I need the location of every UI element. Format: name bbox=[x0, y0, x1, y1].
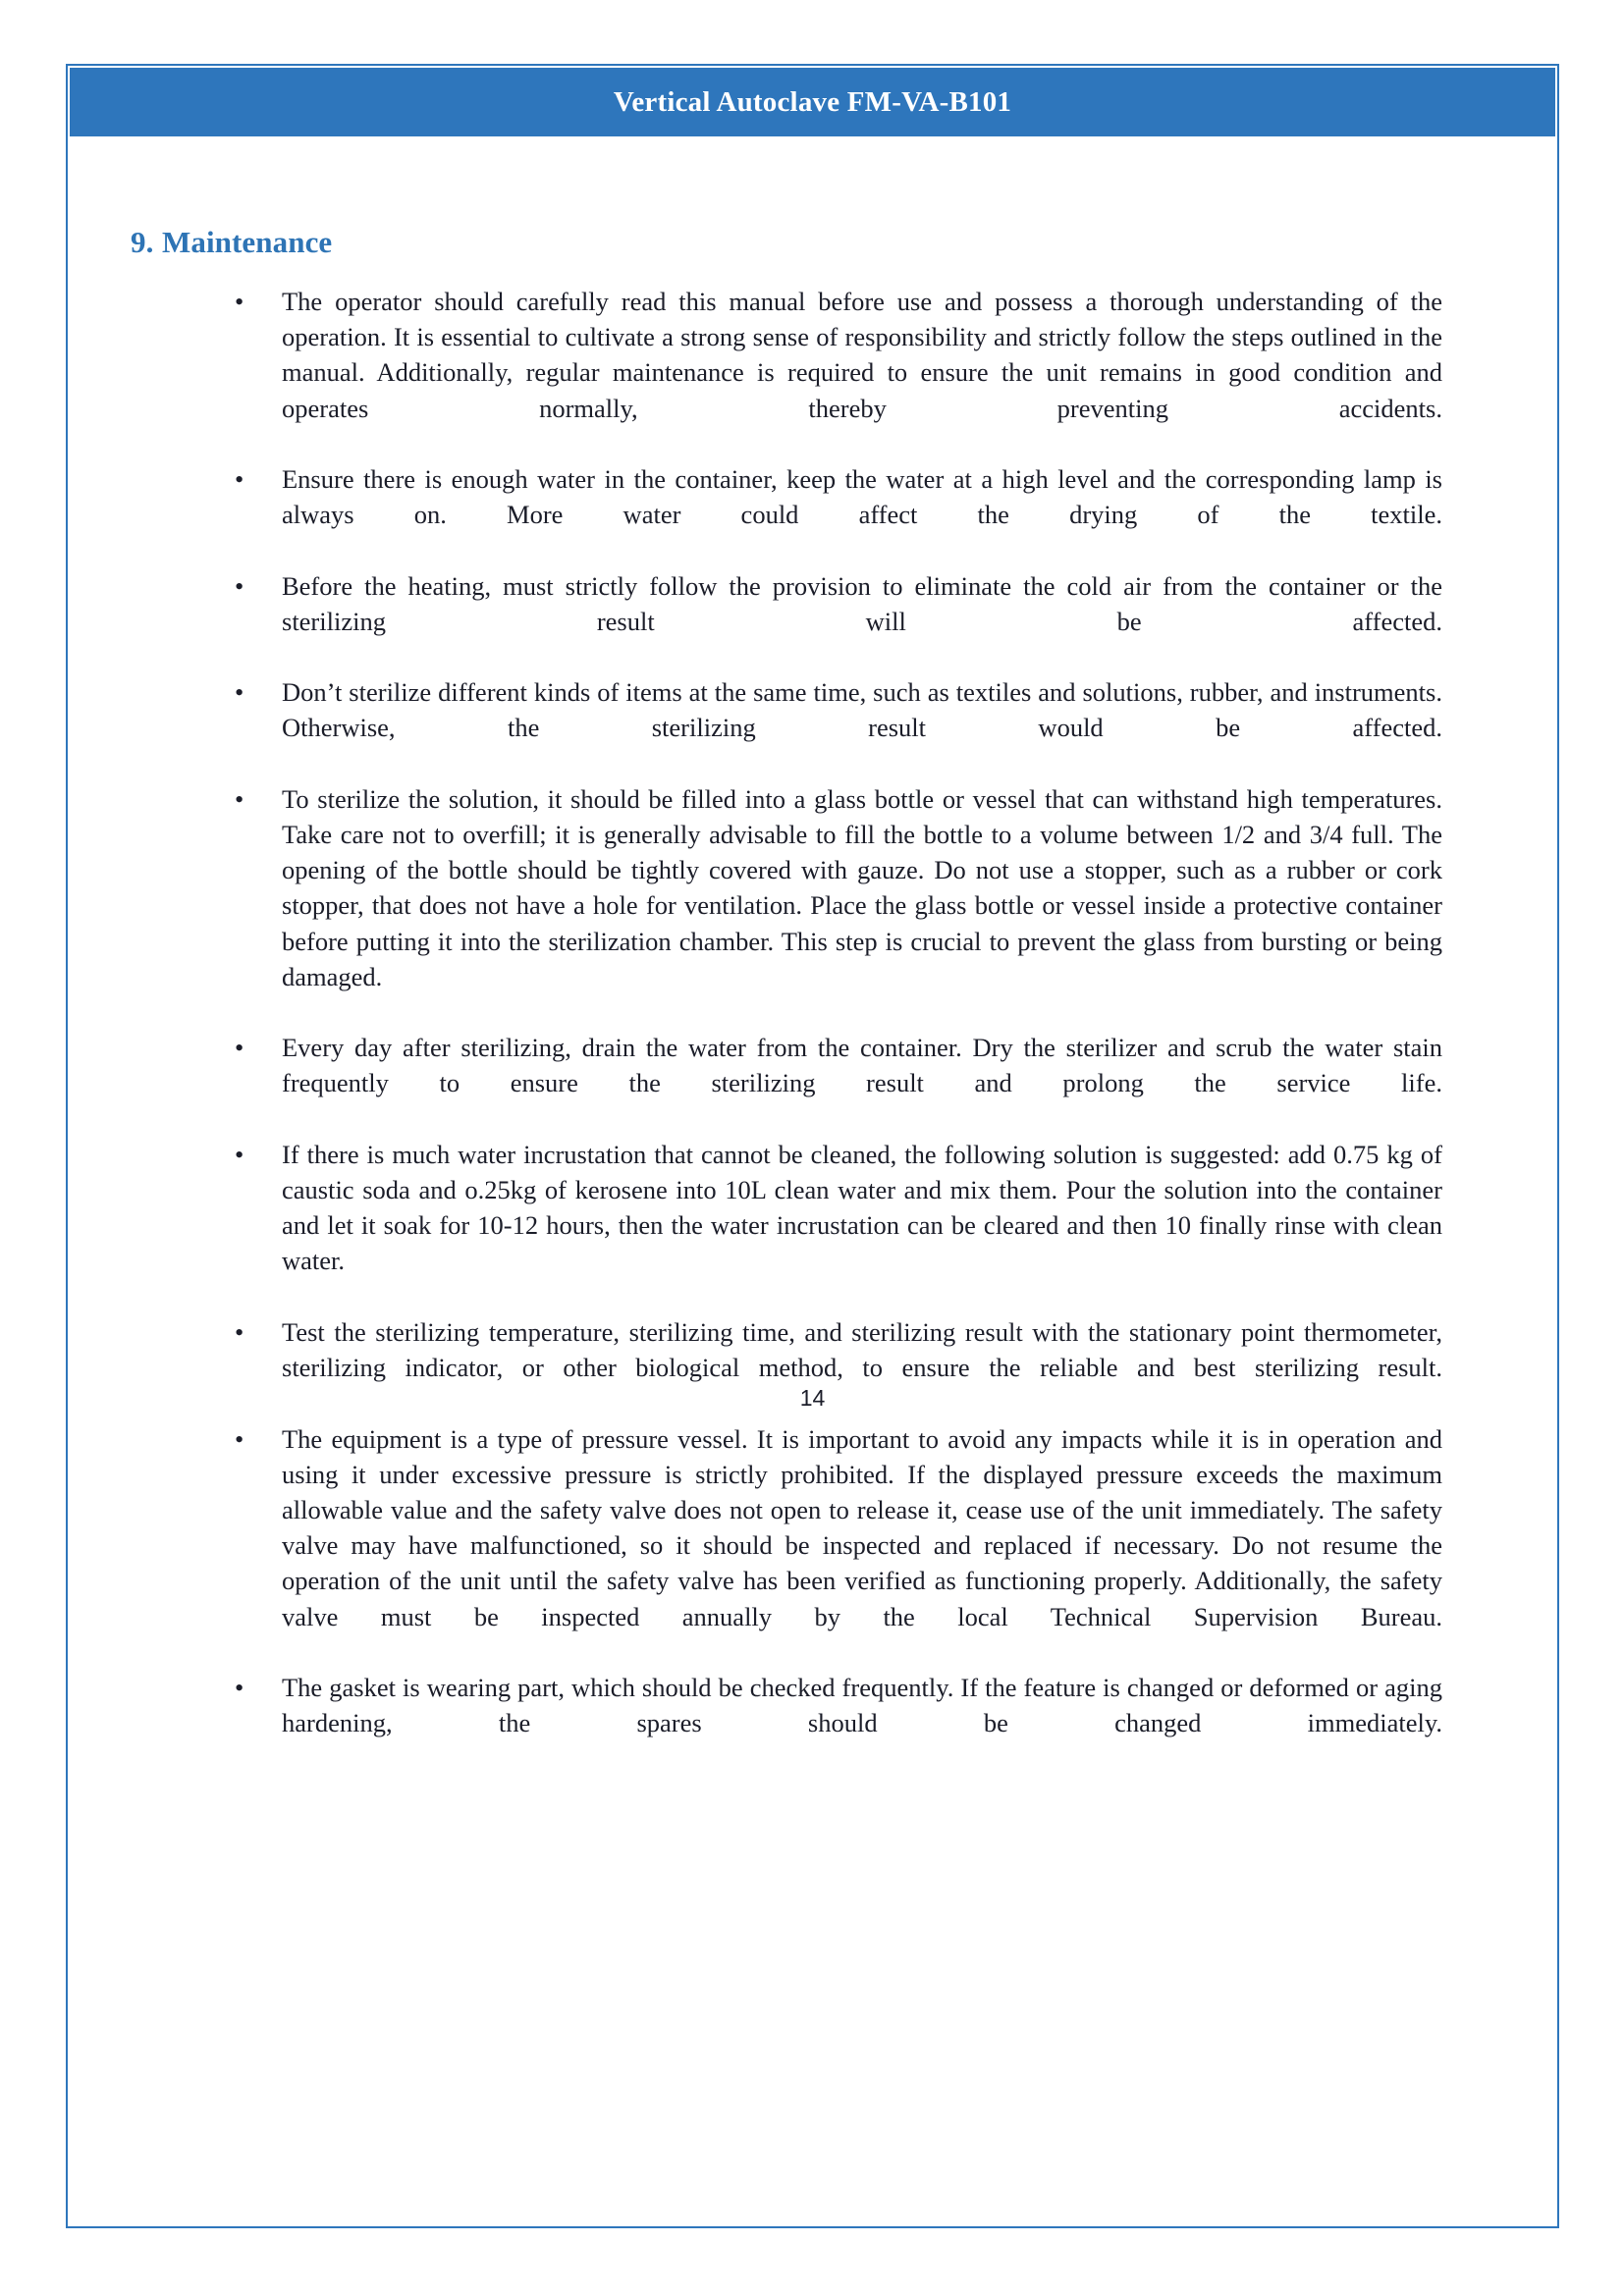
bullet-point-icon: • bbox=[235, 1316, 244, 1347]
page-content bbox=[68, 136, 1557, 2226]
list-item bbox=[233, 1421, 1442, 1670]
maintenance-bullet-list bbox=[233, 284, 1442, 1777]
page-header-banner bbox=[70, 68, 1555, 136]
bullet-point-icon: • bbox=[235, 464, 244, 495]
list-item-text: Before the heating, must strictly follow the provision to eliminate the cold air from the container or the sterilizing result will be affected. bbox=[282, 570, 1442, 636]
page-number: 14 bbox=[799, 1385, 826, 1411]
bullet-point-icon: • bbox=[235, 1033, 244, 1063]
list-item-text: The operator should carefully read this manual before use and possess a thorough understanding of the operation. It is essential to cultivate a strong sense of responsibility and strictly follow the steps outlined in the manual. Additionally, regular maintenance is required to ensure the unit remains in good condition and operates normally, thereby preventing accidents. bbox=[282, 287, 1442, 423]
list-item-text: The gasket is wearing part, which should be checked frequently. If the feature is changed or deformed or aging hardening, the spares should be changed immediately. bbox=[282, 1672, 1442, 1738]
list-item-text: Every day after sterilizing, drain the water from the container. Dry the sterilizer and scrub the water stain frequently to ensure the sterilizing result and prolong the service life. bbox=[282, 1033, 1442, 1098]
list-item bbox=[233, 461, 1442, 568]
section-heading bbox=[131, 225, 332, 260]
list-item-text: Test the sterilizing temperature, sterilizing time, and sterilizing result with the stationary point thermometer, sterilizing indicator, or other biological method, to ensure the reliable and best sterilizing result. bbox=[282, 1316, 1442, 1383]
bullet-point-icon: • bbox=[235, 287, 244, 316]
bullet-point-icon: • bbox=[235, 1423, 244, 1454]
section-title: Maintenance bbox=[162, 225, 333, 259]
list-item-text: If there is much water incrustation that cannot be cleaned, the following solution is suggested: add 0.75 kg of caustic soda and o.25kg of kerosene into 10L clean water and mix them. Pour the solution into the container and let it soak for 10-12 hours, then the water incrustation can be cleared and then 10 finally rinse with clean water. bbox=[282, 1139, 1442, 1276]
section-number: 9. bbox=[131, 225, 154, 259]
bullet-point-icon: • bbox=[235, 1139, 244, 1169]
list-item-text: The equipment is a type of pressure vessel. It is important to avoid any impacts while it is in operation and using it under excessive pressure is strictly prohibited. If the displayed pressure exceeds the maximum allowable value and the safety valve does not open to release it, cease use of the unit immediately. The safety valve may have malfunctioned, so it should be inspected and replaced if necessary. Do not resume the operation of the unit until the safety valve has been verified as functioning properly. Additionally, the safety valve must be inspected annually by the local Technical Supervision Bureau. bbox=[282, 1423, 1442, 1631]
list-item bbox=[233, 284, 1442, 461]
document-title: Vertical Autoclave FM-VA-B101 bbox=[613, 85, 1012, 118]
document-page bbox=[66, 64, 1559, 2228]
list-item bbox=[233, 1030, 1442, 1137]
list-item bbox=[233, 568, 1442, 675]
bullet-point-icon: • bbox=[235, 677, 244, 708]
list-item bbox=[233, 674, 1442, 781]
list-item-text: To sterilize the solution, it should be filled into a glass bottle or vessel that can withstand high temperatures. Take care not to overfill; it is generally advisable to fill the bottle to a volume between 1/2 and 3/4 full. The opening of the bottle should be tightly covered with gauze. Do not use a stopper, such as a rubber or cork stopper, that does not have a hole for ventilation. Place the glass bottle or vessel inside a protective container before putting it into the sterilization chamber. This step is crucial to prevent the glass from bursting or being damaged. bbox=[282, 783, 1442, 991]
bullet-point-icon: • bbox=[235, 570, 244, 601]
bullet-point-icon: • bbox=[235, 1672, 244, 1702]
list-item bbox=[233, 781, 1442, 1030]
bullet-point-icon: • bbox=[235, 783, 244, 814]
list-item-text: Ensure there is enough water in the container, keep the water at a high level and the corresponding lamp is always on. More water could affect the drying of the textile. bbox=[282, 464, 1442, 530]
list-item bbox=[233, 1137, 1442, 1314]
list-item-text: Don’t sterilize different kinds of items at the same time, such as textiles and solutions, rubber, and instruments. Otherwise, the sterilizing result would be affected. bbox=[282, 677, 1442, 743]
list-item bbox=[233, 1670, 1442, 1777]
